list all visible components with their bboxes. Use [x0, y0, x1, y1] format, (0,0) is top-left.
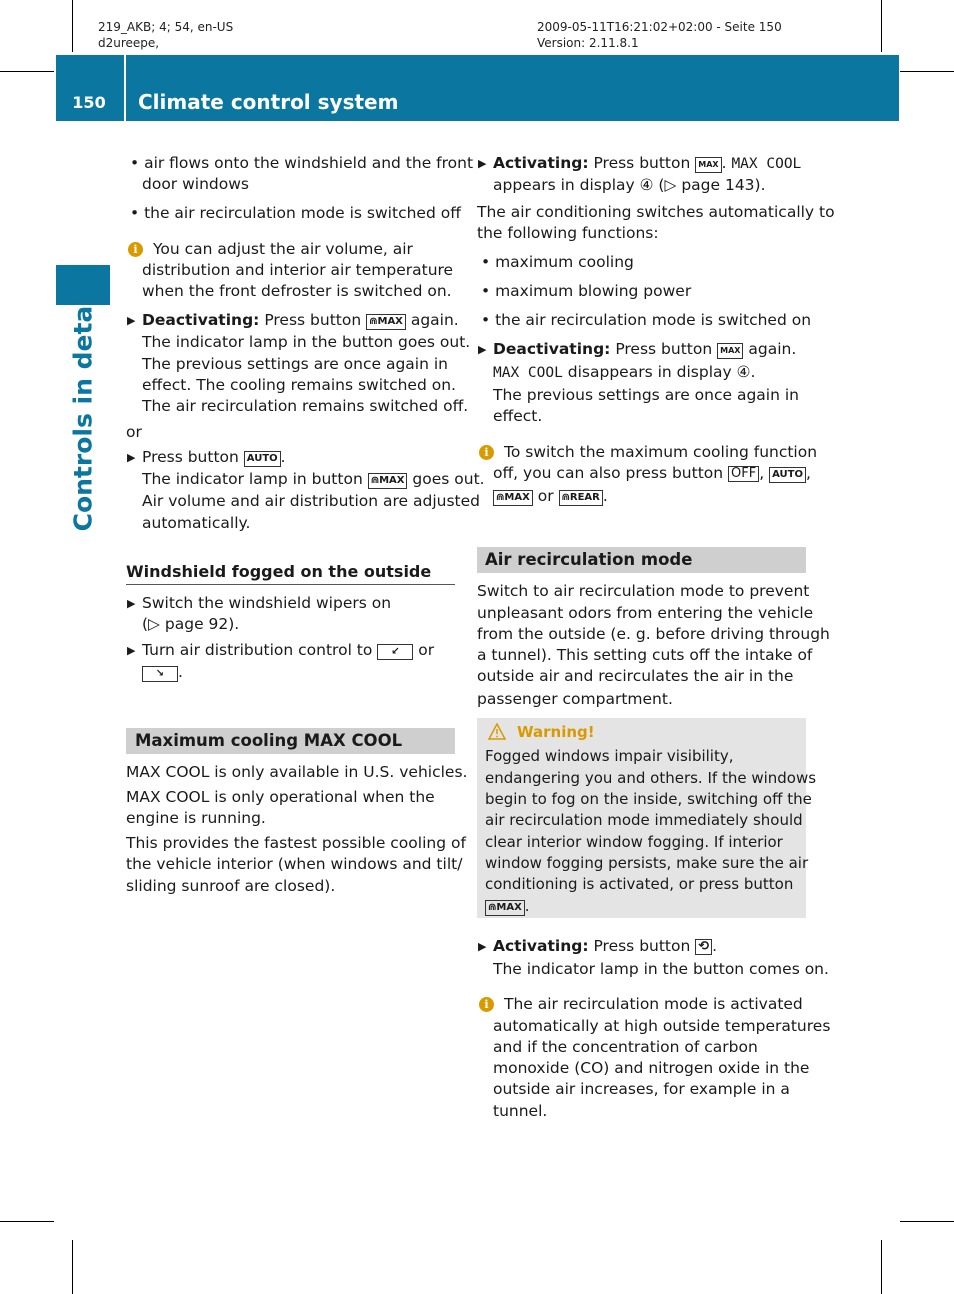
paragraph: This provides the fastest possible cooling of [126, 834, 466, 852]
defrost-max-button-icon: ⋒MAX [366, 314, 406, 330]
deactivating-step: Deactivating: Press button MAX again. [493, 340, 797, 358]
paragraph: a tunnel). This setting cuts off the intake of [477, 646, 813, 664]
crop-mark [0, 1221, 54, 1222]
subheading-rule [126, 584, 455, 585]
crop-mark [881, 0, 882, 52]
info-text: ⋒MAX or ⋒REAR . [493, 486, 608, 507]
info-text: The air recirculation mode is activated [504, 995, 803, 1013]
step-text: The indicator lamp in the button comes on. [493, 960, 829, 978]
auto-button-icon: AUTO [244, 451, 281, 467]
recirculation-button-icon: ⟲ [695, 939, 712, 955]
info-text: To switch the maximum cooling function [504, 443, 818, 461]
bullet-item: • maximum blowing power [481, 282, 692, 300]
paragraph: unpleasant odors from entering the vehicle [477, 604, 814, 622]
paragraph: from the outside (e. g. before driving through [477, 625, 830, 643]
triangle-right-icon: ▶ [127, 314, 136, 327]
triangle-right-icon: ▶ [127, 451, 136, 464]
warning-title: Warning! [517, 723, 595, 741]
info-text: and if the concentration of carbon [493, 1038, 758, 1056]
paragraph: the vehicle interior (when windows and tilt/ [126, 855, 463, 873]
info-icon: i [479, 997, 494, 1012]
step-text: Air volume and air distribution are adjusted [142, 492, 480, 510]
paragraph: sliding sunroof are closed). [126, 877, 336, 895]
air-distribution-footwell-icon: ↘ [142, 666, 178, 682]
paragraph: passenger compartment. [477, 690, 673, 708]
defrost-max-button-icon: ⋒MAX [485, 900, 525, 916]
info-icon: i [479, 445, 494, 460]
paragraph: The air conditioning switches automatically to [477, 203, 835, 221]
info-icon: i [128, 242, 143, 257]
crop-mark [72, 0, 73, 52]
step-text: automatically. [142, 514, 251, 532]
crop-mark [72, 1240, 73, 1294]
bullet-item-cont: door windows [142, 175, 249, 193]
step-text: The previous settings are once again in [493, 386, 799, 404]
crop-mark [881, 1240, 882, 1294]
step-text: effect. [493, 407, 543, 425]
page-title: Climate control system [138, 90, 399, 114]
step-text: (▷ page 92). [142, 615, 240, 633]
max-cool-button-icon: MAX [717, 343, 743, 359]
rear-defrost-button-icon: ⋒REAR [559, 490, 603, 506]
warning-text: begin to fog on the inside, switching off the [485, 790, 812, 808]
step-text: The indicator lamp in the button goes out. [142, 333, 471, 351]
triangle-right-icon: ▶ [127, 597, 136, 610]
bullet-item: • the air recirculation mode is switched off [130, 204, 461, 222]
side-tab-label: Controls in detail [68, 288, 98, 532]
air-distribution-windshield-icon: ↙ [377, 644, 413, 660]
step-text: Switch the windshield wipers on [142, 594, 392, 612]
defrost-max-button-icon: ⋒MAX [493, 490, 533, 506]
info-text: outside air increases, for example in a [493, 1080, 790, 1098]
paragraph: Switch to air recirculation mode to prevent [477, 582, 810, 600]
info-text: off, you can also press button OFF , AUTO , [493, 464, 811, 482]
crop-mark [900, 1221, 954, 1222]
warning-text: air recirculation mode immediately should [485, 811, 803, 829]
info-text: distribution and interior air temperature [142, 261, 454, 279]
triangle-right-icon: ▶ [478, 940, 487, 953]
info-text: when the front defroster is switched on. [142, 282, 452, 300]
paragraph: engine is running. [126, 809, 266, 827]
triangle-right-icon: ▶ [478, 157, 487, 170]
crop-mark [900, 71, 954, 72]
warning-text: Fogged windows impair visibility, [485, 747, 734, 765]
or-text: or [126, 423, 142, 441]
step-text: appears in display ④ (▷ page 143). [493, 176, 766, 194]
bullet-item: • air flows onto the windshield and the front [130, 154, 474, 172]
print-meta-right: 2009-05-11T16:21:02+02:00 - Seite 150 Version: 2.11.8.1 [537, 20, 782, 50]
paragraph: MAX COOL is only operational when the [126, 788, 435, 806]
crop-mark [0, 71, 54, 72]
warning-text: endangering you and others. If the windows [485, 769, 817, 787]
bullet-item: • maximum cooling [481, 253, 634, 271]
paragraph: outside air and recirculates the air in the [477, 667, 794, 685]
step-text: The air recirculation remains switched off. [142, 397, 469, 415]
max-cool-button-icon: MAX [695, 157, 721, 173]
triangle-right-icon: ▶ [127, 644, 136, 657]
info-text: tunnel. [493, 1102, 548, 1120]
paragraph: the following functions: [477, 224, 659, 242]
activating-step: Activating: Press button MAX . MAX COOL [493, 154, 802, 172]
info-text: automatically at high outside temperatures [493, 1017, 831, 1035]
subheading-windshield: Windshield fogged on the outside [126, 562, 432, 581]
step-text: MAX COOL disappears in display ④. [493, 363, 756, 381]
header-separator [124, 55, 126, 121]
warning-triangle-icon [488, 723, 506, 740]
deactivating-step: Deactivating: Press button ⋒MAX again. [142, 311, 459, 329]
defrost-max-button-icon: ⋒MAX [368, 473, 408, 489]
info-text: monoxide (CO) and nitrogen oxide in the [493, 1059, 810, 1077]
step-text: The indicator lamp in button ⋒MAX goes out. [142, 470, 485, 488]
bullet-item: • the air recirculation mode is switched on [481, 311, 812, 329]
paragraph: MAX COOL is only available in U.S. vehicles. [126, 763, 468, 781]
warning-text: window fogging persists, make sure the air [485, 854, 809, 872]
print-meta-left: 219_AKB; 4; 54, en-US d2ureepe, [98, 20, 234, 50]
info-text: You can adjust the air volume, air [153, 240, 413, 258]
press-auto-step: Press button AUTO . [142, 448, 286, 466]
section-title-recirculation: Air recirculation mode [485, 550, 693, 569]
distribution-step: Turn air distribution control to ↙ or [142, 641, 435, 659]
warning-text: conditioning is activated, or press button [485, 875, 794, 893]
section-title-max-cool: Maximum cooling MAX COOL [135, 731, 403, 750]
auto-button-icon: AUTO [769, 467, 806, 483]
activating-step: Activating: Press button ⟲ . [493, 937, 718, 955]
off-button-icon: OFF [728, 466, 759, 482]
warning-text: ⋒MAX . [485, 896, 530, 917]
warning-text: clear interior window fogging. If interior [485, 833, 783, 851]
distribution-step-cont: ↘ . [142, 662, 183, 683]
page-number: 150 [72, 93, 106, 112]
step-text: effect. The cooling remains switched on. [142, 376, 456, 394]
triangle-right-icon: ▶ [478, 343, 487, 356]
step-text: The previous settings are once again in [142, 355, 448, 373]
